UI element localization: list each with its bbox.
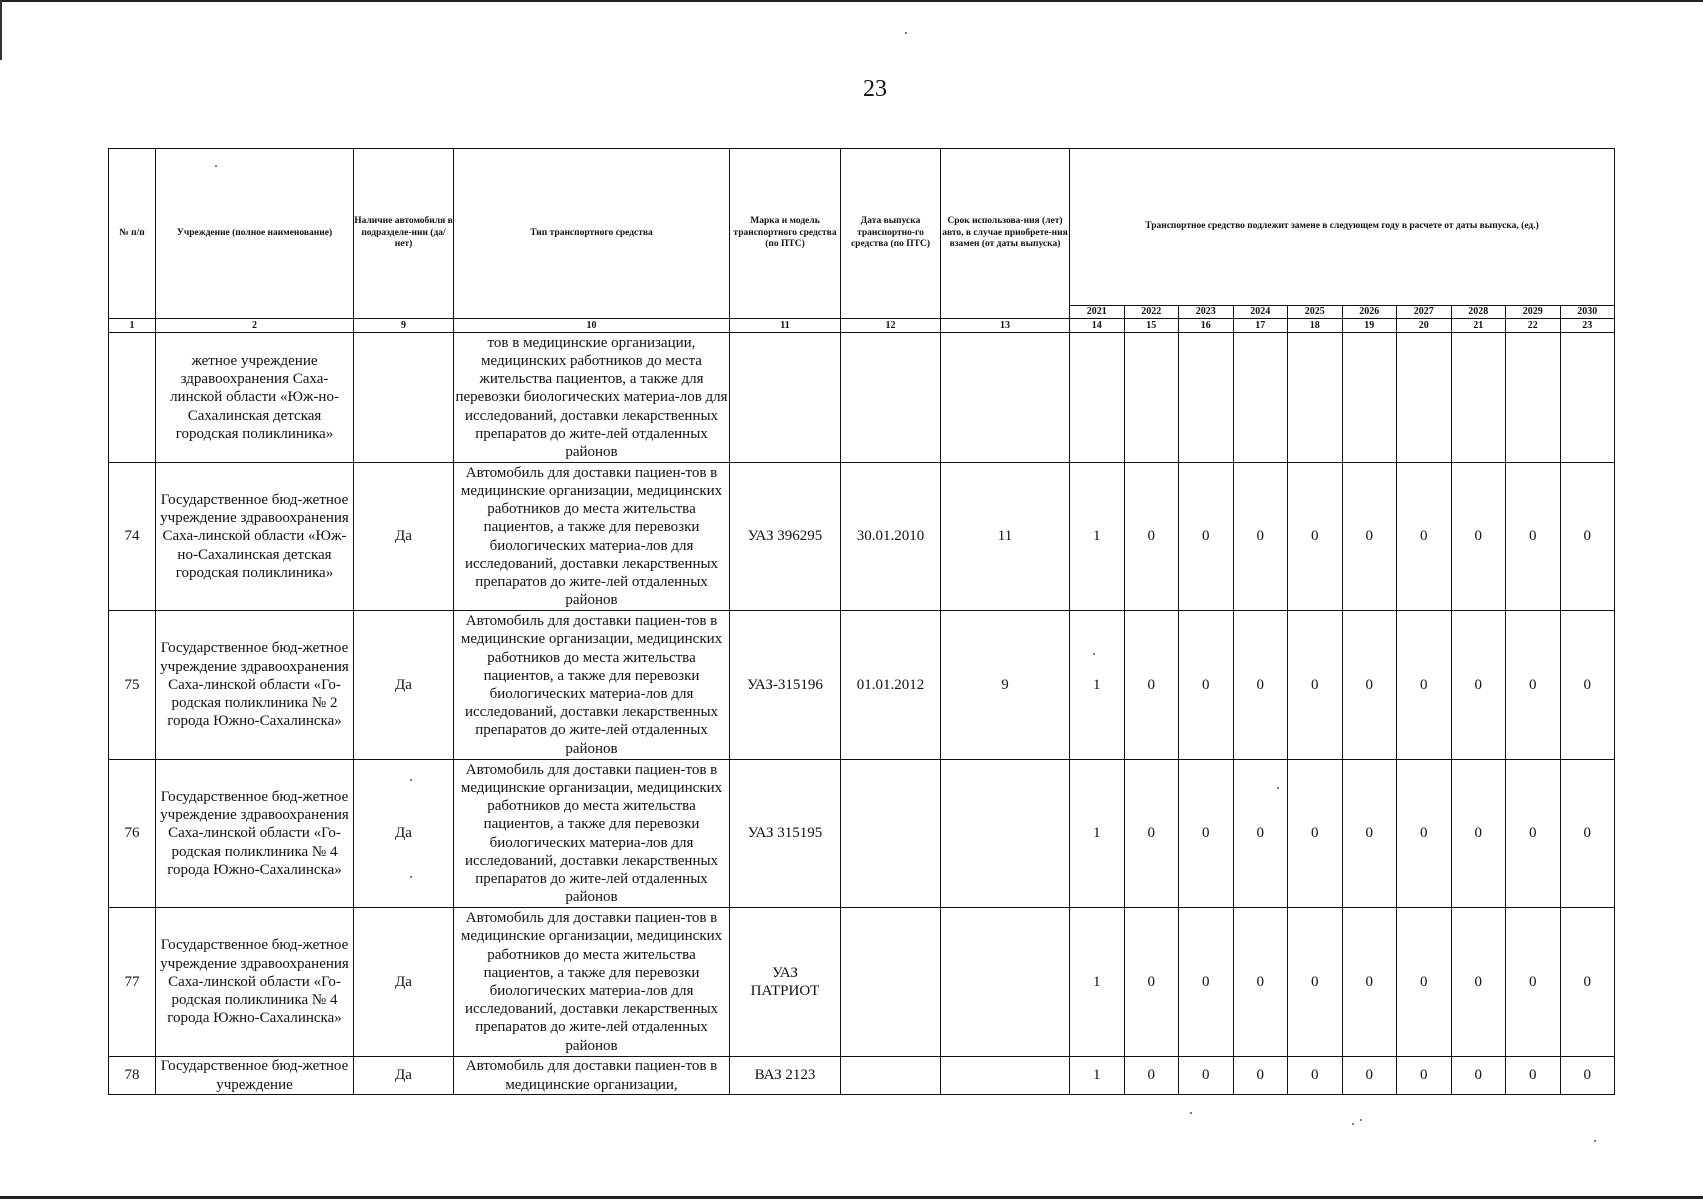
column-number: 21 <box>1451 319 1506 333</box>
column-number: 22 <box>1506 319 1561 333</box>
year-count: 1 <box>1070 908 1125 1057</box>
availability: Да <box>354 1057 454 1095</box>
header-usage-term: Срок использова-ния (лет) авто, в случае приобрете-ния взамен (от даты выпуска) <box>941 149 1070 319</box>
year-count: 0 <box>1124 1057 1179 1095</box>
brand-model <box>730 333 841 463</box>
year-count: 0 <box>1342 908 1397 1057</box>
column-number: 14 <box>1070 319 1125 333</box>
year-count: 0 <box>1560 908 1615 1057</box>
year-count: 0 <box>1233 760 1288 908</box>
year-count: 0 <box>1124 463 1179 611</box>
year-count <box>1506 333 1561 463</box>
usage-term <box>941 908 1070 1057</box>
release-date <box>841 908 941 1057</box>
brand-model: УАЗ 396295 <box>730 463 841 611</box>
brand-model: УАЗ-315196 <box>730 611 841 760</box>
availability <box>354 333 454 463</box>
table-row <box>109 760 1615 908</box>
year-count <box>1560 333 1615 463</box>
release-date <box>841 760 941 908</box>
year-count: 0 <box>1560 1057 1615 1095</box>
year-count: 0 <box>1342 463 1397 611</box>
institution-name: жетное учреждение здравоохранения Саха-линской области «Юж-но-Сахалинская детская городская поликлиника» <box>156 333 354 463</box>
year-count: 0 <box>1451 760 1506 908</box>
brand-model: УАЗ 315195 <box>730 760 841 908</box>
vehicle-type: тов в медицинские организации, медицинских работников до места жительства пациентов, а также для перевозки биологических материа-лов для исследований, доставки лекарственных препаратов до жите-лей отдаленных районов <box>454 333 730 463</box>
year-count <box>1179 333 1234 463</box>
year-count <box>1342 333 1397 463</box>
table-row <box>109 908 1615 1057</box>
year-count: 0 <box>1506 611 1561 760</box>
year-count: 0 <box>1397 611 1452 760</box>
header-availability: Наличие автомобиля в подразделе-нии (да/нет) <box>354 149 454 319</box>
release-date: 01.01.2012 <box>841 611 941 760</box>
year-count: 0 <box>1179 1057 1234 1095</box>
table-row <box>109 1057 1615 1095</box>
header-brand-model: Марка и модель транспортного средства (по ПТС) <box>730 149 841 319</box>
column-number: 1 <box>109 319 156 333</box>
usage-term <box>941 333 1070 463</box>
header-year: 2021 <box>1070 306 1125 319</box>
availability: Да <box>354 611 454 760</box>
column-number: 11 <box>730 319 841 333</box>
header-replacement-year: Транспортное средство подлежит замене в следующем году в расчете от даты выпуска, (ед.) <box>1070 149 1615 306</box>
year-count: 0 <box>1451 463 1506 611</box>
institution-name: Государственное бюд-жетное учреждение здравоохранения Саха-линской области «Го-родская поликлиника № 4 города Южно-Сахалинска» <box>156 908 354 1057</box>
header-year: 2027 <box>1397 306 1452 319</box>
year-count: 0 <box>1397 908 1452 1057</box>
year-count: 0 <box>1560 611 1615 760</box>
institution-name: Государственное бюд-жетное учреждение здравоохранения Саха-линской области «Юж-но-Сахалинская детская городская поликлиника» <box>156 463 354 611</box>
vehicle-type: Автомобиль для доставки пациен-тов в медицинские организации, <box>454 1057 730 1095</box>
vehicle-type: Автомобиль для доставки пациен-тов в медицинские организации, медицинских работников до места жительства пациентов, а также для перевозки биологических материа-лов для исследований, доставки лекарственных препаратов до жите-лей отдаленных районов <box>454 908 730 1057</box>
year-count: 1 <box>1070 1057 1125 1095</box>
column-number: 15 <box>1124 319 1179 333</box>
row-number: 78 <box>109 1057 156 1095</box>
year-count: 0 <box>1560 463 1615 611</box>
usage-term: 9 <box>941 611 1070 760</box>
year-count: 0 <box>1288 463 1343 611</box>
year-count: 0 <box>1233 463 1288 611</box>
column-number: 19 <box>1342 319 1397 333</box>
header-year: 2023 <box>1179 306 1234 319</box>
column-number: 12 <box>841 319 941 333</box>
row-number: 74 <box>109 463 156 611</box>
column-number: 9 <box>354 319 454 333</box>
header-year: 2025 <box>1288 306 1343 319</box>
column-number: 20 <box>1397 319 1452 333</box>
vehicle-type: Автомобиль для доставки пациен-тов в медицинские организации, медицинских работников до места жительства пациентов, а также для перевозки биологических материа-лов для исследований, доставки лекарственных препаратов до жите-лей отдаленных районов <box>454 611 730 760</box>
table-row <box>109 333 1615 463</box>
year-count: 0 <box>1397 760 1452 908</box>
year-count: 0 <box>1288 1057 1343 1095</box>
year-count: 0 <box>1397 463 1452 611</box>
year-count: 1 <box>1070 611 1125 760</box>
year-count: 0 <box>1506 760 1561 908</box>
column-number: 18 <box>1288 319 1343 333</box>
scan-border-left <box>0 0 2 60</box>
year-count: 0 <box>1124 908 1179 1057</box>
year-count: 0 <box>1179 611 1234 760</box>
vehicle-type: Автомобиль для доставки пациен-тов в медицинские организации, медицинских работников до места жительства пациентов, а также для перевозки биологических материа-лов для исследований, доставки лекарственных препаратов до жите-лей отдаленных районов <box>454 760 730 908</box>
availability: Да <box>354 908 454 1057</box>
vehicle-register-table <box>108 148 1615 1095</box>
year-count: 0 <box>1397 1057 1452 1095</box>
year-count: 0 <box>1560 760 1615 908</box>
year-count: 1 <box>1070 463 1125 611</box>
header-vehicle-type: Тип транспортного средства <box>454 149 730 319</box>
column-number: 10 <box>454 319 730 333</box>
scan-border-top <box>0 0 1703 2</box>
year-count: 0 <box>1451 1057 1506 1095</box>
header-institution: Учреждение (полное наименование) <box>156 149 354 319</box>
row-number: 77 <box>109 908 156 1057</box>
year-count: 0 <box>1451 611 1506 760</box>
header-no: № п/п <box>109 149 156 319</box>
header-year: 2028 <box>1451 306 1506 319</box>
year-count: 0 <box>1342 611 1397 760</box>
column-number: 23 <box>1560 319 1615 333</box>
row-number: 75 <box>109 611 156 760</box>
release-date: 30.01.2010 <box>841 463 941 611</box>
year-count: 0 <box>1288 908 1343 1057</box>
brand-model: ВАЗ 2123 <box>730 1057 841 1095</box>
column-number: 16 <box>1179 319 1234 333</box>
year-count: 0 <box>1233 908 1288 1057</box>
usage-term: 11 <box>941 463 1070 611</box>
year-count: 0 <box>1179 463 1234 611</box>
year-count: 0 <box>1179 760 1234 908</box>
year-count <box>1070 333 1125 463</box>
year-count: 0 <box>1124 611 1179 760</box>
year-count <box>1288 333 1343 463</box>
release-date <box>841 1057 941 1095</box>
year-count <box>1233 333 1288 463</box>
header-release-date: Дата выпуска транспортно-го средства (по ПТС) <box>841 149 941 319</box>
institution-name: Государственное бюд-жетное учреждение <box>156 1057 354 1095</box>
year-count: 0 <box>1233 611 1288 760</box>
year-count <box>1124 333 1179 463</box>
year-count: 0 <box>1233 1057 1288 1095</box>
year-count: 0 <box>1451 908 1506 1057</box>
brand-model: УАЗ ПАТРИОТ <box>730 908 841 1057</box>
header-year: 2029 <box>1506 306 1561 319</box>
institution-name: Государственное бюд-жетное учреждение здравоохранения Саха-линской области «Го-родская поликлиника № 2 города Южно-Сахалинска» <box>156 611 354 760</box>
year-count: 0 <box>1124 760 1179 908</box>
column-number: 13 <box>941 319 1070 333</box>
year-count: 0 <box>1506 908 1561 1057</box>
year-count: 0 <box>1506 1057 1561 1095</box>
table-row <box>109 463 1615 611</box>
year-count: 1 <box>1070 760 1125 908</box>
usage-term <box>941 1057 1070 1095</box>
row-number <box>109 333 156 463</box>
column-number: 2 <box>156 319 354 333</box>
year-count: 0 <box>1179 908 1234 1057</box>
page-number: 23 <box>863 76 887 102</box>
header-year: 2026 <box>1342 306 1397 319</box>
column-number: 17 <box>1233 319 1288 333</box>
header-year: 2024 <box>1233 306 1288 319</box>
year-count: 0 <box>1288 760 1343 908</box>
institution-name: Государственное бюд-жетное учреждение здравоохранения Саха-линской области «Го-родская поликлиника № 4 города Южно-Сахалинска» <box>156 760 354 908</box>
usage-term <box>941 760 1070 908</box>
year-count: 0 <box>1506 463 1561 611</box>
header-year: 2022 <box>1124 306 1179 319</box>
year-count <box>1397 333 1452 463</box>
table-row <box>109 611 1615 760</box>
header-year: 2030 <box>1560 306 1615 319</box>
year-count: 0 <box>1342 760 1397 908</box>
vehicle-type: Автомобиль для доставки пациен-тов в медицинские организации, медицинских работников до места жительства пациентов, а также для перевозки биологических материа-лов для исследований, доставки лекарственных препаратов до жите-лей отдаленных районов <box>454 463 730 611</box>
year-count <box>1451 333 1506 463</box>
availability: Да <box>354 463 454 611</box>
availability: Да <box>354 760 454 908</box>
year-count: 0 <box>1342 1057 1397 1095</box>
row-number: 76 <box>109 760 156 908</box>
year-count: 0 <box>1288 611 1343 760</box>
release-date <box>841 333 941 463</box>
scan-border-bottom <box>0 1196 1703 1199</box>
